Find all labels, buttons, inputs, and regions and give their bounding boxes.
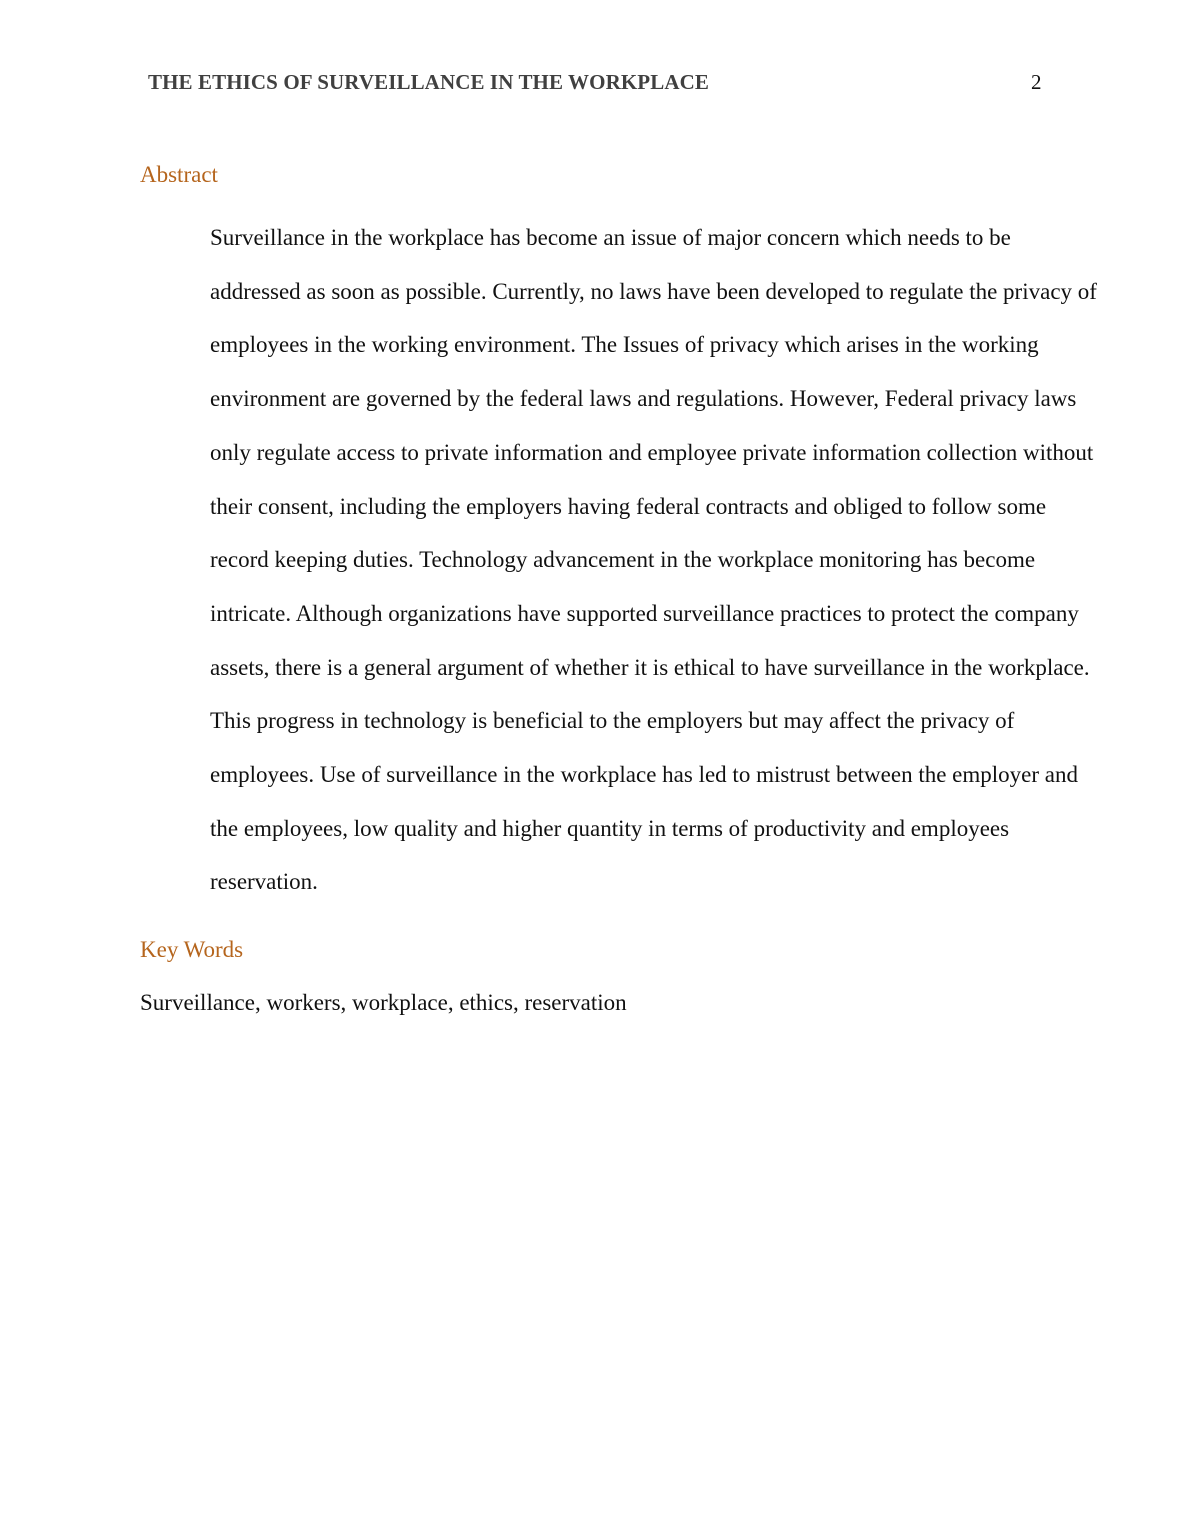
abstract-line: employees. Use of surveillance in the workplace has led to mistrust between the employer and bbox=[210, 762, 1078, 788]
abstract-line: reservation. bbox=[210, 869, 318, 895]
abstract-line: environment are governed by the federal laws and regulations. However, Federal privacy laws bbox=[210, 386, 1077, 412]
abstract-paragraph bbox=[140, 211, 1097, 909]
abstract-heading: Abstract bbox=[140, 162, 218, 187]
abstract-line: addressed as soon as possible. Currently, no laws have been developed to regulate the privacy of bbox=[210, 278, 1097, 304]
running-head: THE ETHICS OF SURVEILLANCE IN THE WORKPLACE bbox=[148, 70, 709, 94]
abstract-line: record keeping duties. Technology advancement in the workplace monitoring has become bbox=[210, 547, 1036, 573]
abstract-line: This progress in technology is beneficial to the employers but may affect the privacy of bbox=[210, 708, 1015, 734]
abstract-line: only regulate access to private information and employee private information collection without bbox=[210, 439, 1094, 465]
abstract-line: intricate. Although organizations have supported surveillance practices to protect the company bbox=[210, 600, 1079, 626]
keywords-list: Surveillance, workers, workplace, ethics, reservation bbox=[140, 990, 627, 1015]
abstract-line: Surveillance in the workplace has become an issue of major concern which needs to be bbox=[210, 225, 1011, 250]
abstract-line: assets, there is a general argument of whether it is ethical to have surveillance in the workplace. bbox=[210, 654, 1090, 680]
abstract-line: employees in the working environment. The Issues of privacy which arises in the working bbox=[210, 332, 1039, 358]
abstract-line: the employees, low quality and higher quantity in terms of productivity and employees bbox=[210, 815, 1010, 841]
keywords-heading: Key Words bbox=[140, 937, 244, 962]
abstract-line: their consent, including the employers having federal contracts and obliged to follow some bbox=[210, 493, 1047, 519]
page-number: 2 bbox=[1031, 70, 1042, 94]
